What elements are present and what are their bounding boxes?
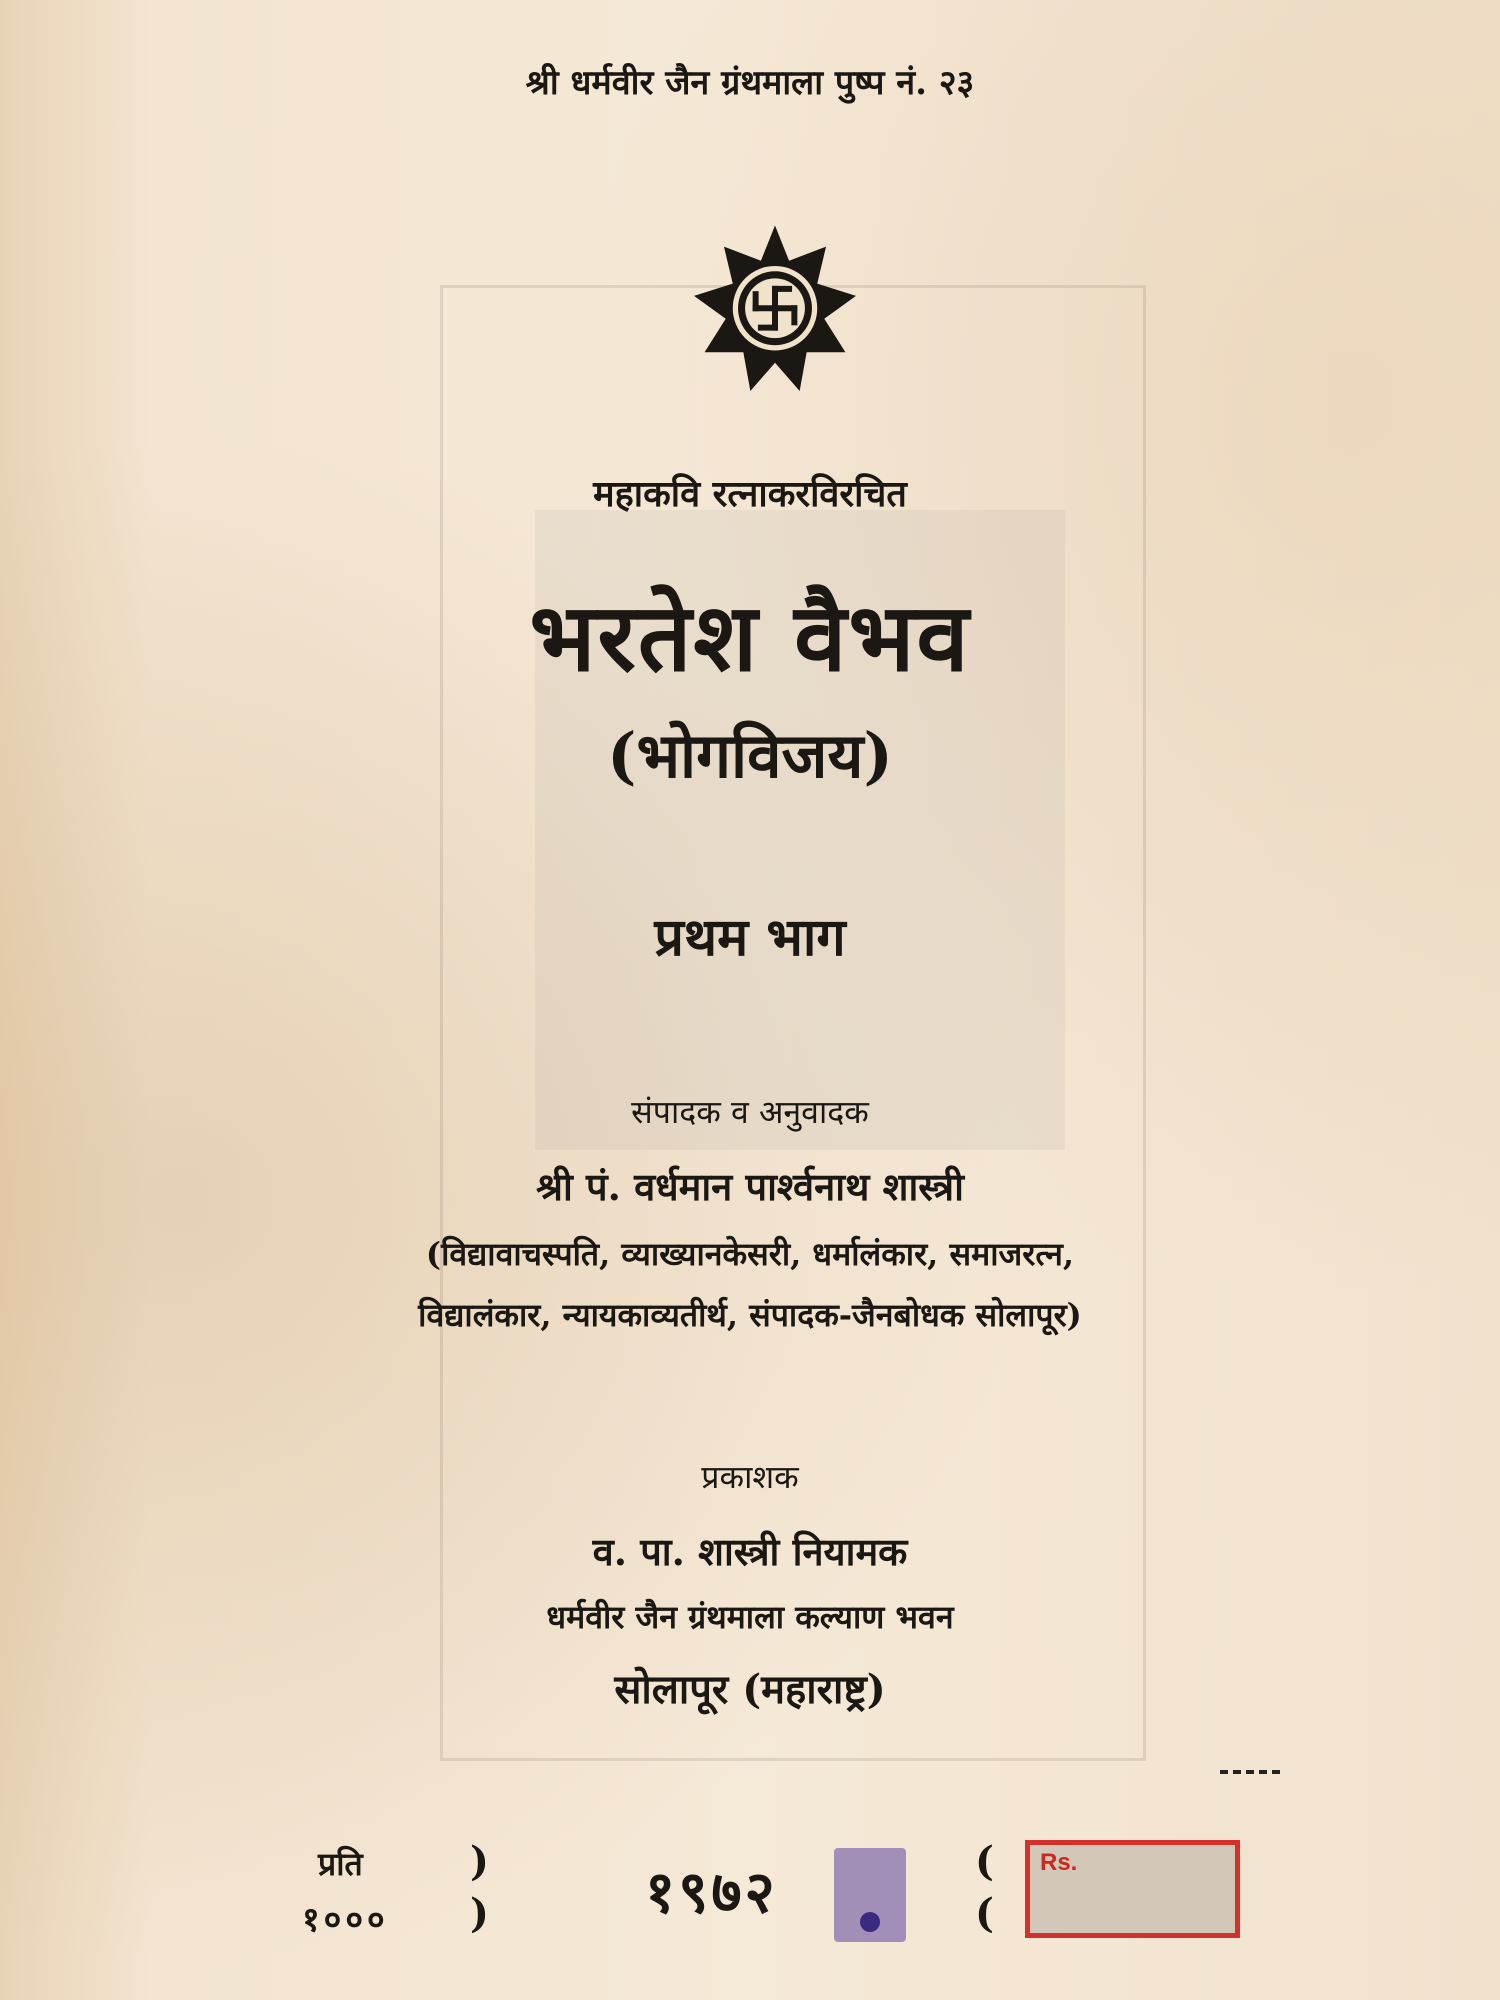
swastika-emblem-icon — [687, 222, 863, 398]
price-paren-bottom: ( — [975, 1890, 994, 1937]
editor-credentials-line-1: (विद्यावाचस्पति, व्याख्यानकेसरी, धर्मालंकार, समाजरत्न, — [425, 1235, 1075, 1273]
book-title: भरतेश वैभव — [529, 583, 971, 693]
series-line: श्री धर्मवीर जैन ग्रंथमाला पुष्प नं. २३ — [525, 63, 975, 103]
author-line: महाकवि रत्नाकरविरचित — [593, 473, 907, 515]
publication-year: १९७२ — [645, 1858, 778, 1926]
copies-label: प्रति — [318, 1845, 363, 1883]
copies-paren-bottom: ) — [470, 1890, 489, 1937]
price-label: Rs. — [1040, 1849, 1078, 1876]
editor-credentials-line-2: विद्यालंकार, न्यायकाव्यतीर्थ, संपादक-जैनबोधक सोलापूर) — [418, 1296, 1082, 1334]
copies-value: १००० — [302, 1900, 389, 1940]
publisher-organization: धर्मवीर जैन ग्रंथमाला कल्याण भवन — [546, 1598, 954, 1636]
publisher-label: प्रकाशक — [701, 1458, 799, 1496]
editor-label: संपादक व अनुवादक — [631, 1093, 869, 1131]
editor-name: श्री पं. वर्धमान पार्श्वनाथ शास्त्री — [536, 1164, 964, 1209]
ink-dash — [1220, 1770, 1280, 1774]
book-subtitle: (भोगविजय) — [607, 719, 893, 792]
copies-paren-top: ) — [470, 1838, 489, 1885]
publisher-city: सोलापूर (महाराष्ट्र) — [614, 1666, 886, 1713]
volume-part: प्रथम भाग — [654, 907, 846, 968]
price-paren-top: ( — [975, 1838, 994, 1885]
publisher-name: व. पा. शास्त्री नियामक — [592, 1529, 908, 1574]
stamp-dot — [860, 1912, 880, 1932]
